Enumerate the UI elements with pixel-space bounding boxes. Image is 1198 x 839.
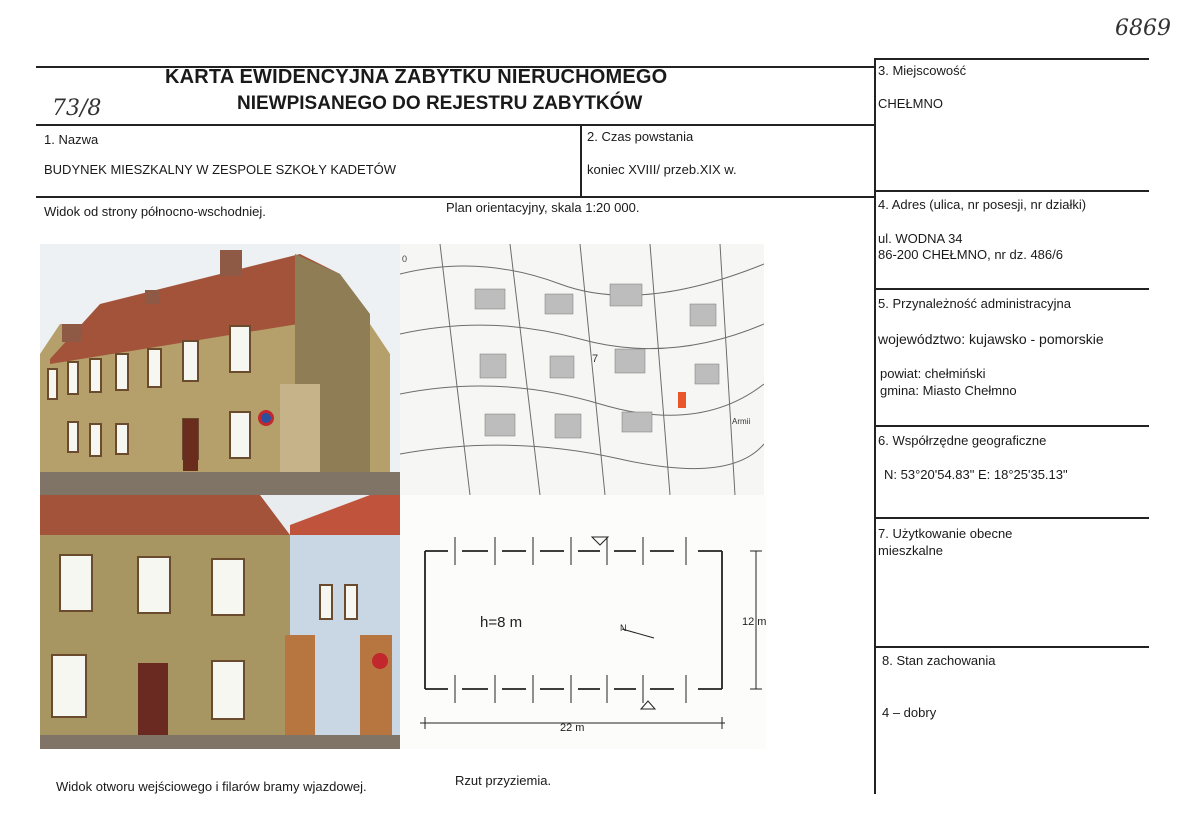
title-bottom-rule	[36, 124, 875, 126]
admin-voivodeship: województwo: kujawsko - pomorskie	[878, 331, 1104, 347]
orientation-map-drawing	[400, 244, 764, 495]
name-label: 1. Nazwa	[44, 132, 99, 147]
coords-label: 6. Współrzędne geograficzne	[878, 433, 1047, 448]
floorplan-drawing	[400, 495, 766, 749]
map-street-label: Armii	[732, 417, 751, 426]
locality-value: CHEŁMNO	[878, 96, 944, 111]
caption-floorplan: Rzut przyziemia.	[455, 773, 552, 788]
condition-label: 8. Stan zachowania	[882, 653, 996, 668]
address-label: 4. Adres (ulica, nr posesji, nr działki)	[878, 197, 1087, 212]
address-line2: 86-200 CHEŁMNO, nr dz. 486/6	[878, 247, 1063, 262]
rule-coords	[875, 517, 1149, 519]
admin-label: 5. Przynależność administracyjna	[878, 296, 1071, 311]
period-value: koniec XVIII/ przeb.XIX w.	[587, 162, 737, 177]
floorplan-svg	[400, 495, 766, 749]
rule-admin	[875, 425, 1149, 427]
floorplan-north-label: N	[620, 623, 627, 633]
handwritten-card-number: 73/8	[52, 96, 102, 121]
fields-bottom-rule	[36, 196, 875, 198]
admin-commune: gmina: Miasto Chełmno	[880, 383, 1017, 398]
card-title-line1: KARTA EWIDENCYJNA ZABYTKU NIERUCHOMEGO	[165, 66, 668, 88]
name-value: BUDYNEK MIESZKALNY W ZESPOLE SZKOŁY KADETÓW	[44, 162, 397, 177]
handwritten-inventory-number: 6869	[1115, 16, 1171, 41]
condition-value: 4 – dobry	[882, 705, 937, 720]
floorplan-depth-label: 12 m	[742, 616, 766, 628]
floorplan-height-label: h=8 m	[480, 614, 523, 631]
caption-view-ne: Widok od strony północno-wschodniej.	[44, 204, 266, 219]
admin-county: powiat: chełmiński	[880, 366, 986, 381]
caption-entrance: Widok otworu wejściowego i filarów bramy wjazdowej.	[56, 779, 367, 794]
usage-value: mieszkalne	[878, 543, 944, 558]
top-rule-right	[875, 58, 1149, 60]
rule-address	[875, 288, 1149, 290]
card-title-line2: NIEWPISANEGO DO REJESTRU ZABYTKÓW	[237, 93, 643, 114]
photo-entrance	[40, 495, 400, 749]
period-label: 2. Czas powstania	[587, 129, 694, 144]
rule-usage	[875, 646, 1149, 648]
photo-entrance-drawing	[40, 495, 400, 749]
name-period-divider	[580, 124, 582, 196]
floorplan-width-label: 22 m	[560, 722, 585, 734]
photo-building-northeast-drawing	[40, 244, 400, 495]
orientation-map	[400, 244, 764, 495]
photo-building-northeast	[40, 244, 400, 495]
map-scale-zero: 0	[402, 254, 408, 264]
locality-label: 3. Miejscowość	[878, 63, 967, 78]
usage-label: 7. Użytkowanie obecne	[878, 526, 1013, 541]
rule-locality	[875, 190, 1149, 192]
caption-map: Plan orientacyjny, skala 1:20 000.	[446, 200, 640, 215]
coords-value: N: 53°20'54.83" E: 18°25'35.13"	[884, 467, 1068, 482]
address-line1: ul. WODNA 34	[878, 231, 963, 246]
map-number-label: 7	[592, 353, 599, 365]
